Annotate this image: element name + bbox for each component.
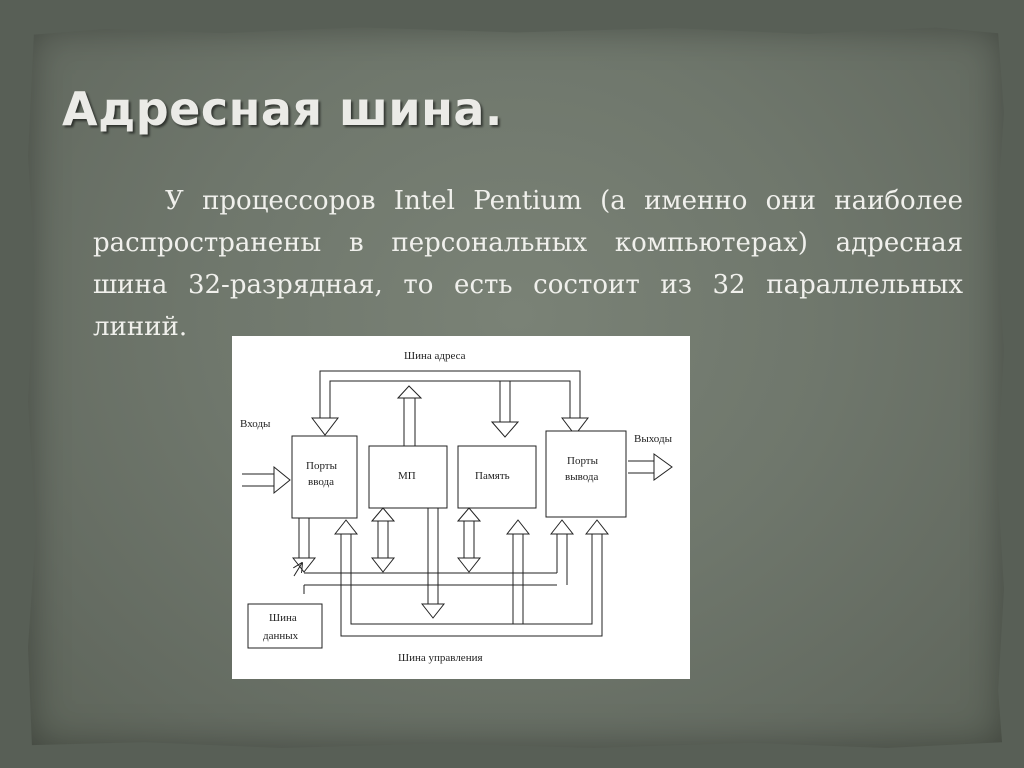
slide-paragraph: У процессоров Intel Pentium (а именно они наиболее распространены в персональных компьютерах) адресная шина 32-разрядная, то есть состоит из 32 параллельных линий.	[93, 186, 963, 342]
outputs-label: Выходы	[634, 433, 672, 445]
data-bus-lines	[293, 508, 573, 594]
data-bus-label-1: Шина	[269, 612, 297, 624]
slide-title: Адресная шина.	[62, 82, 503, 136]
outputs-arrow	[628, 454, 672, 480]
input-ports-label-1: Порты	[306, 460, 337, 472]
output-ports-label-2: вывода	[565, 471, 599, 483]
memory-label: Память	[475, 470, 510, 482]
control-bus-label: Шина управления	[398, 652, 483, 664]
data-bus-label-2: данных	[263, 630, 299, 642]
bus-diagram	[232, 336, 690, 679]
output-ports-label-1: Порты	[567, 455, 598, 467]
address-bus-label: Шина адреса	[404, 350, 466, 362]
inputs-label: Входы	[240, 418, 271, 430]
input-ports-label-2: ввода	[308, 476, 334, 488]
mp-label: МП	[398, 470, 416, 482]
inputs-arrow	[242, 467, 290, 493]
